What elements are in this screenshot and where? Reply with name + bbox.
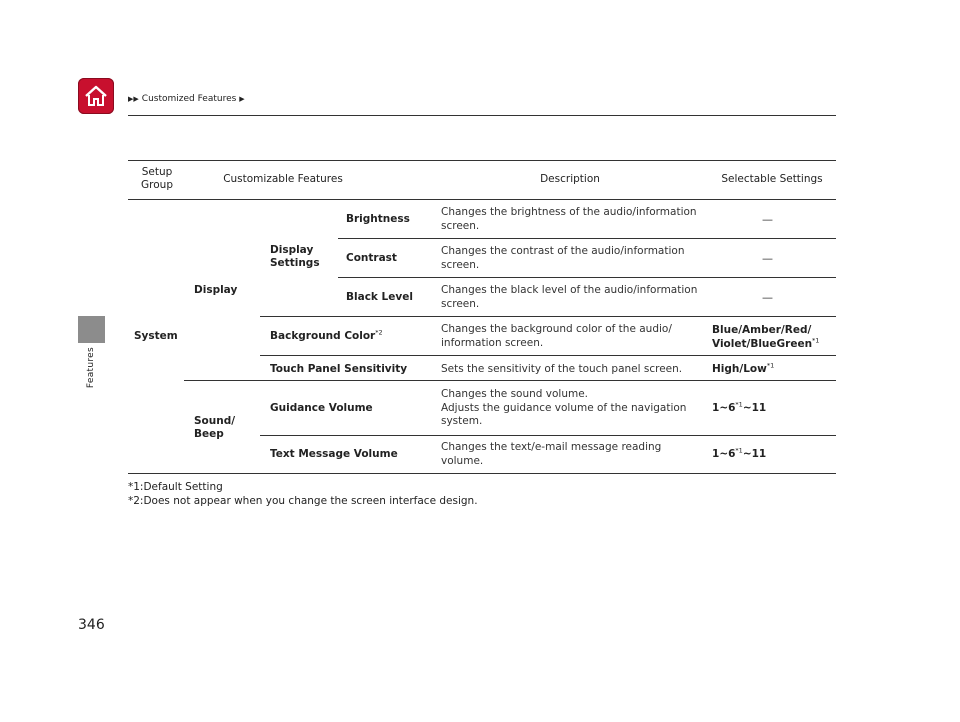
desc-background-color: Changes the background color of the audio/ information screen.	[441, 323, 672, 349]
setting-brightness: —	[762, 213, 773, 226]
breadcrumb-arrows: ▶▶	[128, 95, 139, 103]
row-rule	[260, 316, 836, 317]
setting-background-color	[712, 323, 819, 351]
setting-guidance-max: ~11	[742, 402, 767, 414]
footnote-ref: *1	[766, 361, 775, 370]
feature-black-level: Black Level	[346, 291, 413, 303]
setting-black-level: —	[762, 291, 773, 304]
row-rule	[338, 238, 836, 239]
setting-background-line1: Blue/Amber/Red/	[712, 324, 812, 336]
side-tab-label: Features	[86, 347, 96, 389]
setting-text-min: 1	[712, 448, 720, 460]
feature-text-message-volume: Text Message Volume	[270, 448, 398, 460]
breadcrumb-end-arrow: ▶	[239, 95, 245, 103]
settings-table	[128, 160, 836, 474]
home-button[interactable]	[78, 78, 114, 114]
footnote-ref: *1	[735, 400, 743, 409]
home-icon	[83, 83, 109, 109]
page-number: 346	[78, 617, 105, 633]
table-bottom-rule	[128, 473, 836, 474]
subgroup-display-settings: Display Settings	[270, 244, 320, 269]
footnote-2: *2:Does not appear when you change the screen interface design.	[128, 495, 478, 507]
breadcrumb	[128, 94, 245, 104]
footnote-ref: *2	[375, 328, 383, 337]
desc-guidance-volume: Changes the sound volume. Adjusts the guidance volume of the navigation system.	[441, 388, 687, 427]
header-setup-group: Setup Group	[141, 166, 173, 191]
header-selectable-settings: Selectable Settings	[721, 173, 823, 185]
desc-black-level: Changes the black level of the audio/information screen.	[441, 284, 698, 310]
desc-brightness: Changes the brightness of the audio/information screen.	[441, 206, 697, 232]
row-rule	[260, 355, 836, 356]
feature-background-color-label: Background Color	[270, 330, 376, 342]
footnote-1: *1:Default Setting	[128, 481, 223, 493]
setting-touch-panel-sensitivity	[712, 363, 774, 376]
footnote-ref: *1	[735, 446, 743, 455]
setting-text-default: ~6	[719, 448, 736, 460]
setting-guidance-min: 1	[712, 402, 720, 414]
row-rule	[338, 277, 836, 278]
setting-text-max: ~11	[742, 448, 767, 460]
row-rule	[184, 380, 836, 381]
desc-touch-panel-sensitivity: Sets the sensitivity of the touch panel screen.	[441, 363, 683, 375]
setting-background-line2-text: Violet/BlueGreen	[712, 338, 813, 350]
feature-guidance-volume: Guidance Volume	[270, 402, 373, 414]
setting-guidance-default: ~6	[719, 402, 736, 414]
setting-touch-text: High/Low	[712, 363, 767, 375]
subgroup-sound-beep: Sound/ Beep	[194, 415, 236, 440]
row-rule	[260, 435, 836, 436]
header-rule	[128, 115, 836, 116]
desc-text-message-volume: Changes the text/e-mail message reading volume.	[441, 441, 662, 467]
feature-background-color	[270, 330, 383, 343]
setting-text-message-volume	[712, 448, 766, 461]
footnote-ref: *1	[812, 336, 820, 345]
breadcrumb-link[interactable]: Customized Features	[141, 94, 237, 104]
desc-contrast: Changes the contrast of the audio/information screen.	[441, 245, 685, 271]
side-tab[interactable]	[78, 316, 105, 343]
setting-background-line2	[712, 337, 819, 351]
header-customizable-features: Customizable Features	[223, 173, 343, 185]
feature-touch-panel-sensitivity: Touch Panel Sensitivity	[270, 363, 408, 375]
feature-brightness: Brightness	[346, 213, 410, 225]
setting-contrast: —	[762, 252, 773, 265]
setting-guidance-volume	[712, 402, 766, 415]
header-bottom-rule	[128, 199, 836, 200]
subgroup-display: Display	[194, 284, 238, 296]
group-system: System	[134, 330, 178, 342]
header-description: Description	[540, 173, 600, 185]
table-top-rule	[128, 160, 836, 161]
feature-contrast: Contrast	[346, 252, 397, 264]
